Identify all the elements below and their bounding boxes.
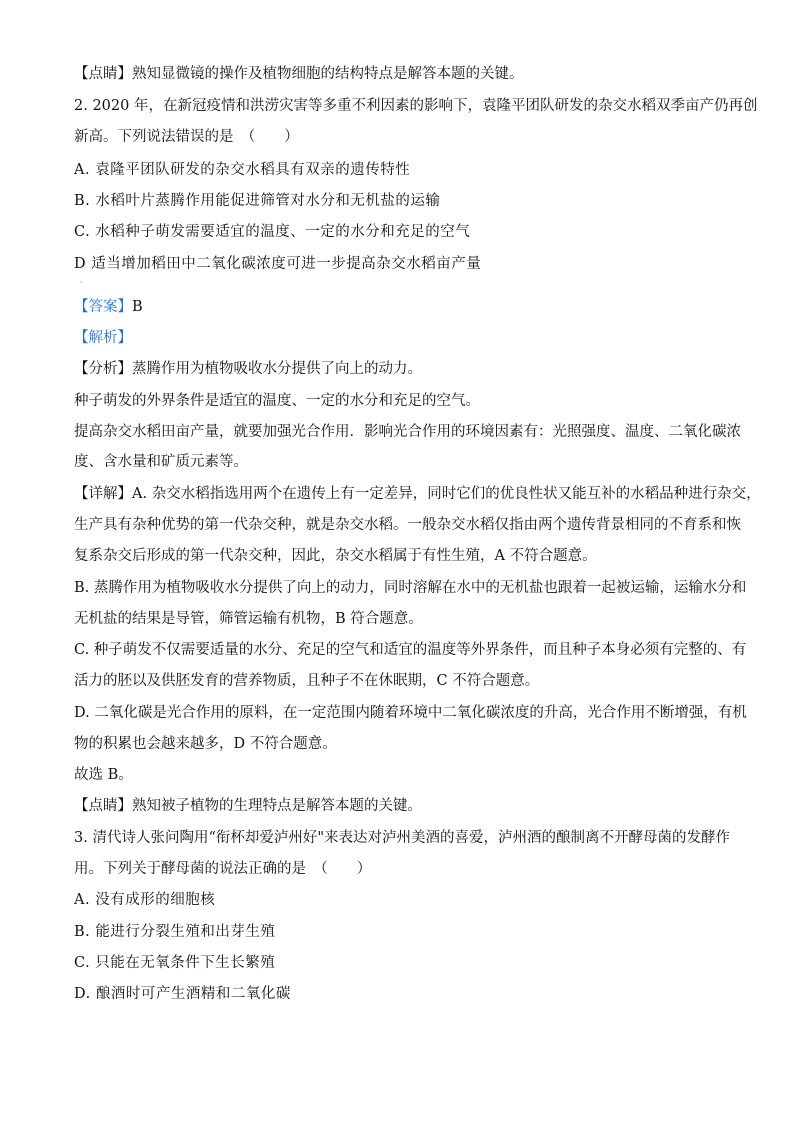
tip-text: 熟知显微镜的操作及植物细胞的结构特点是解答本题的关键。	[132, 66, 524, 82]
detail-line-9: 故选 B。	[74, 767, 133, 783]
answer-value: B	[132, 299, 143, 315]
detail-tag: 【详解】	[74, 486, 132, 502]
analysis-line-1: 种子萌发的外界条件是适宜的温度、一定的水分和充足的空气。	[74, 393, 480, 409]
analysis-line-3: 度、含水量和矿质元素等。	[74, 454, 248, 470]
q3-option-b: B. 能进行分裂生殖和出芽生殖	[74, 924, 276, 940]
q3-option-d: D. 酿酒时可产生酒精和二氧化碳	[74, 986, 291, 1002]
analysis-tag: 【解析】	[74, 330, 132, 346]
analysis-line-2: 提高杂交水稻田亩产量，就要加强光合作用．影响光合作用的环境因素有：光照强度、温度、二氧化碳浓	[74, 424, 741, 440]
q2-option-a: A. 袁隆平团队研发的杂交水稻具有双亲的遗传特性	[74, 162, 411, 178]
q3-stem-line-2: 用。下列关于酵母菌的说法正确的是 （ ）	[74, 861, 372, 877]
q3-option-c: C. 只能在无氧条件下生长繁殖	[74, 955, 276, 971]
fenxi-line	[74, 359, 753, 379]
q2-stem-line-2: 新高。下列说法错误的是 （ ）	[74, 129, 299, 145]
q3-option-a: A. 没有成形的细胞核	[74, 892, 216, 908]
q2-tip-tag: 【点睛】	[74, 798, 132, 814]
fenxi-tag: 【分析】	[74, 361, 132, 377]
detail-line-5: C. 种子萌发不仅需要适量的水分、充足的空气和适宜的温度等外界条件，而且种子本身必须有完整的、有	[74, 642, 747, 658]
detail-line-4: 无机盐的结果是导管，筛管运输有机物，B 符合题意。	[74, 611, 423, 627]
detail-line-6: 活力的胚以及供胚发育的营养物质，且种子不在休眠期，C 不符合题意。	[74, 673, 540, 689]
q2-stem-line-1: 2. 2020 年，在新冠疫情和洪涝灾害等多重不利因素的影响下，袁隆平团队研发的杂交水稻双季亩产仍再创	[74, 98, 758, 114]
q2-tip-text: 熟知被子植物的生理特点是解答本题的关键。	[132, 798, 422, 814]
detail-line-2: 复系杂交后形成的第一代杂交种，因此，杂交水稻属于有性生殖，A 不符合题意。	[74, 548, 597, 564]
fenxi-text: 蒸腾作用为植物吸收水分提供了向上的动力。	[132, 361, 422, 377]
prev-tip-line	[74, 64, 753, 84]
detail-line-3: B. 蒸腾作用为植物吸收水分提供了向上的动力，同时溶解在水中的无机盐也跟着一起被运输，运输水分和	[74, 580, 747, 596]
detail-line-7: D. 二氧化碳是光合作用的原料，在一定范围内随着环境中二氧化碳浓度的升高，光合作用不断增强，有机	[74, 705, 747, 721]
q2-option-c: C. 水稻种子萌发需要适宜的温度、一定的水分和充足的空气	[74, 224, 471, 240]
answer-tag: 【答案】	[74, 299, 132, 315]
tip-tag: 【点睛】	[74, 66, 132, 82]
q2-option-d: D 适当增加稻田中二氧化碳浓度可进一步提高杂交水稻亩产量	[74, 256, 482, 272]
q2-option-b: B. 水稻叶片蒸腾作用能促进筛管对水分和无机盐的运输	[74, 193, 441, 209]
detail-first-text: A. 杂交水稻指选用两个在遗传上有一定差异，同时它们的优良性状又能互补的水稻品种进行杂交，	[132, 486, 761, 502]
detail-line-8: 物的积累也会越来越多，D 不符合题意。	[74, 736, 337, 752]
q2-tip-line	[74, 796, 753, 816]
detail-line-1: 生产具有杂种优势的第一代杂交种，就是杂交水稻。一般杂交水稻仅指由两个遗传背景相同的不育系和恢	[74, 517, 741, 533]
detail-line-first	[74, 484, 761, 504]
answer-line	[74, 297, 753, 317]
q3-stem-line-1: 3. 清代诗人张问陶用“衔杯却爱泸州好"来表达对泸州美酒的喜爱，泸州酒的酿制离不开酵母菌的发酵作	[74, 830, 731, 846]
stray-dot: ·	[80, 278, 83, 287]
